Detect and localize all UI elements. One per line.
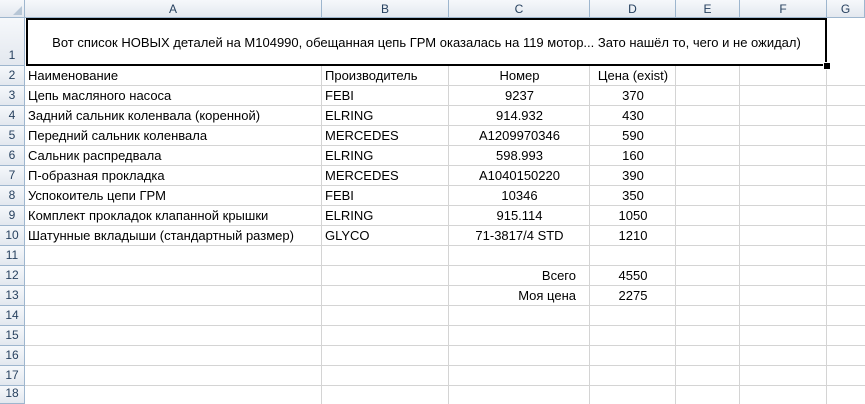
row-header-18[interactable]: 18: [0, 386, 25, 404]
gridline: [25, 365, 865, 366]
column-header-e[interactable]: E: [676, 0, 740, 18]
cell-part-price[interactable]: 370: [622, 88, 644, 103]
row-header-15[interactable]: 15: [0, 326, 25, 346]
row-header-3[interactable]: 3: [0, 86, 25, 106]
column-header-a[interactable]: A: [25, 0, 322, 18]
gridline: [25, 385, 865, 386]
cell-part-maker[interactable]: ELRING: [325, 208, 374, 223]
cell-part-name[interactable]: Шатунные вкладыши (стандартный размер): [28, 228, 294, 243]
row-header-7[interactable]: 7: [0, 166, 25, 186]
gridline: [826, 18, 827, 404]
row-header-14[interactable]: 14: [0, 306, 25, 326]
cell-part-number[interactable]: 914.932: [496, 108, 543, 123]
cell-total-value[interactable]: 4550: [618, 268, 648, 283]
fill-handle[interactable]: [823, 62, 831, 70]
cell-part-name[interactable]: П-образная прокладка: [28, 168, 165, 183]
row-header-17[interactable]: 17: [0, 366, 25, 386]
select-all-corner[interactable]: [0, 0, 25, 18]
gridline: [25, 305, 865, 306]
cell-my-price-label[interactable]: Моя цена: [518, 288, 576, 303]
cell-part-number[interactable]: 9237: [505, 88, 534, 103]
cell-part-number[interactable]: A1209970346: [479, 128, 560, 143]
cell-part-number[interactable]: 915.114: [496, 208, 543, 223]
gridline: [739, 18, 740, 404]
cell-part-price[interactable]: 1210: [618, 228, 648, 243]
column-header-b[interactable]: B: [322, 0, 449, 18]
cell-part-name[interactable]: Цепь масляного насоса: [28, 88, 172, 103]
cell-part-maker[interactable]: FEBI: [325, 88, 354, 103]
cell-part-name[interactable]: Успокоитель цепи ГРМ: [28, 188, 166, 203]
gridline: [25, 285, 865, 286]
column-header-c[interactable]: C: [449, 0, 590, 18]
row-header-5[interactable]: 5: [0, 126, 25, 146]
row-header-6[interactable]: 6: [0, 146, 25, 166]
cell-part-price[interactable]: 390: [622, 168, 644, 183]
cell-part-price[interactable]: 160: [622, 148, 644, 163]
cell-part-maker[interactable]: FEBI: [325, 188, 354, 203]
cell-part-name[interactable]: Передний сальник коленвала: [28, 128, 208, 143]
row-header-16[interactable]: 16: [0, 346, 25, 366]
gridline: [25, 345, 865, 346]
row-header-2[interactable]: 2: [0, 66, 25, 86]
cell-total-label[interactable]: Всего: [541, 268, 576, 283]
cell-part-name[interactable]: Сальник распредвала: [28, 148, 162, 163]
cell-part-price[interactable]: 350: [622, 188, 644, 203]
row-header-13[interactable]: 13: [0, 286, 25, 306]
row-header-1[interactable]: 1: [0, 18, 25, 66]
row-header-11[interactable]: 11: [0, 246, 25, 266]
cell-part-price[interactable]: 430: [622, 108, 644, 123]
cell-part-price[interactable]: 1050: [618, 208, 648, 223]
row-header-9[interactable]: 9: [0, 206, 25, 226]
cell-part-price[interactable]: 590: [622, 128, 644, 143]
cell-my-price-value[interactable]: 2275: [618, 288, 648, 303]
gridline: [25, 325, 865, 326]
gridline: [25, 265, 865, 266]
cell-part-number[interactable]: 71-3817/4 STD: [475, 228, 564, 243]
row-header-12[interactable]: 12: [0, 266, 25, 286]
cell-part-maker[interactable]: MERCEDES: [325, 168, 399, 183]
row-header-10[interactable]: 10: [0, 226, 25, 246]
cell-part-name[interactable]: Задний сальник коленвала (коренной): [28, 108, 261, 123]
cell-part-name[interactable]: Комплект прокладок клапанной крышки: [28, 208, 269, 223]
cell-part-number[interactable]: 598.993: [496, 148, 543, 163]
cell-part-number[interactable]: 10346: [501, 188, 538, 203]
column-header-f[interactable]: F: [740, 0, 827, 18]
row-header-8[interactable]: 8: [0, 186, 25, 206]
cell-header-number[interactable]: Номер: [499, 68, 540, 83]
title-text: Вот список НОВЫХ деталей на М104990, обещанная цепь ГРМ оказалась на 119 мотор... Зато нашёл то, чего и не ожидал): [52, 34, 801, 50]
cell-part-maker[interactable]: ELRING: [325, 108, 374, 123]
cell-header-maker[interactable]: Производитель: [325, 68, 418, 83]
cell-header-name[interactable]: Наименование: [28, 68, 119, 83]
cell-part-maker[interactable]: ELRING: [325, 148, 374, 163]
cell-part-maker[interactable]: MERCEDES: [325, 128, 399, 143]
column-header-g[interactable]: G: [827, 0, 865, 18]
column-header-d[interactable]: D: [590, 0, 676, 18]
cell-part-number[interactable]: A1040150220: [479, 168, 560, 183]
cell-header-price[interactable]: Цена (exist): [597, 68, 669, 83]
cell-a1-merged-title[interactable]: [26, 18, 827, 66]
row-header-4[interactable]: 4: [0, 106, 25, 126]
cell-part-maker[interactable]: GLYCO: [325, 228, 370, 243]
